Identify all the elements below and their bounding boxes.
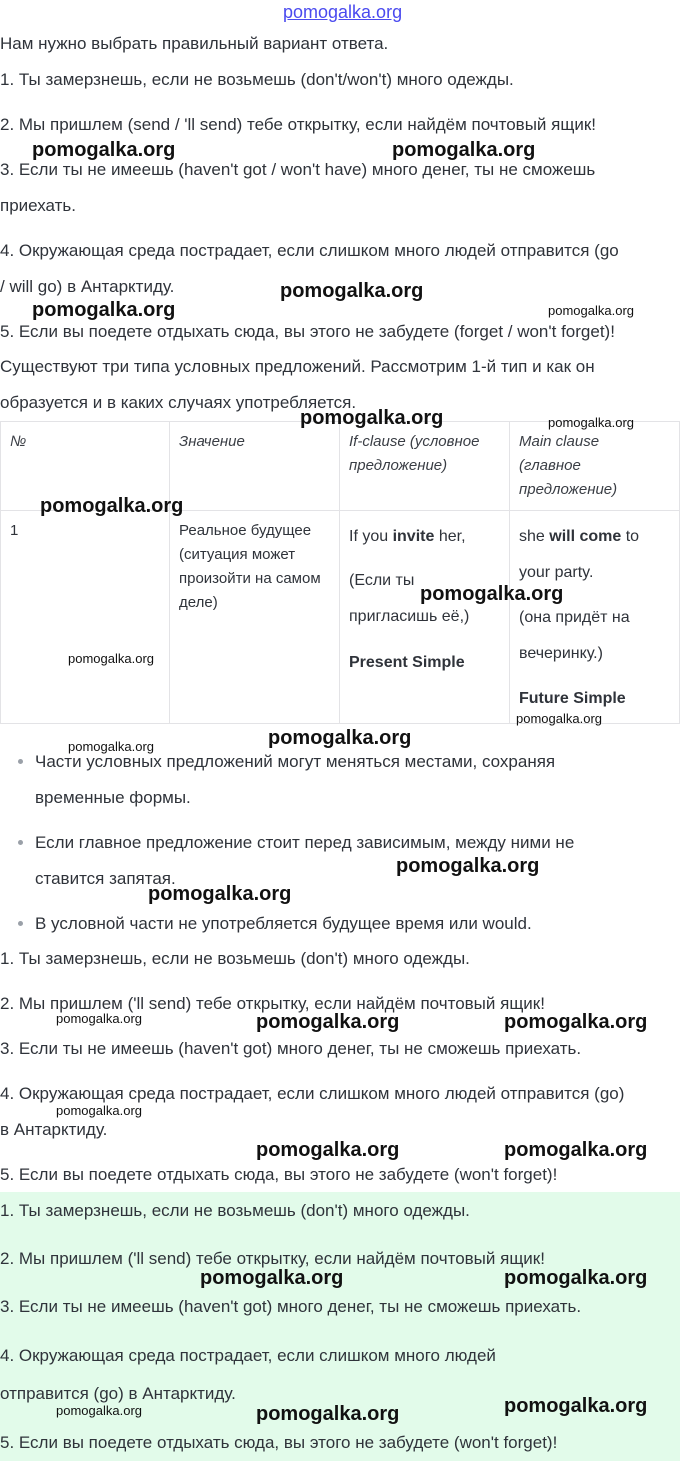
watermark: pomogalka.org (256, 1139, 400, 1161)
final-answer-line-3: 3. Если ты не имеешь (haven't got) много денег, ты не сможешь приехать. (0, 1297, 582, 1316)
watermark: pomogalka.org (548, 303, 634, 318)
watermark: pomogalka.org (280, 280, 424, 302)
bullet-dot (18, 840, 23, 845)
bullet-2-line-1: Если главное предложение стоит перед зависимым, между ними не (35, 833, 575, 852)
bullet-dot (18, 759, 23, 764)
exercise-line-4b: / will go) в Антарктиду. (0, 277, 175, 296)
exercise-line-3b: приехать. (0, 196, 76, 215)
watermark: pomogalka.org (56, 1103, 142, 1118)
bullet-3-line-1: В условной части не употребляется будущее время или would. (35, 914, 532, 933)
watermark: pomogalka.org (504, 1395, 648, 1417)
watermark: pomogalka.org (396, 855, 540, 877)
main-clause-translation-1: (она придёт на (519, 609, 630, 626)
site-link[interactable]: pomogalka.org (283, 2, 403, 22)
if-clause-example: If you invite her, (349, 528, 466, 545)
if-clause-translation-2: пригласишь её,) (349, 608, 470, 625)
conditional-table (0, 421, 680, 724)
watermark: pomogalka.org (504, 1011, 648, 1033)
header-if-clause: If-clause (условное предложение) (349, 433, 480, 474)
main-clause-example: she will come to (519, 528, 640, 545)
watermark: pomogalka.org (504, 1139, 648, 1161)
watermark: pomogalka.org (56, 1403, 142, 1418)
watermark: pomogalka.org (256, 1403, 400, 1425)
watermark: pomogalka.org (68, 739, 154, 754)
main-clause-translation-2: вечеринку.) (519, 645, 603, 662)
exercise-line-4: 4. Окружающая среда пострадает, если слишком много людей отправится (go (0, 241, 619, 260)
final-answer-line-5: 5. Если вы поедете отдыхать сюда, вы этого не забудете (won't forget)! (0, 1433, 558, 1452)
final-answer-line-1: 1. Ты замерзнешь, если не возьмешь (don't) много одежды. (0, 1201, 470, 1220)
answer-line-2: 2. Мы пришлем ('ll send) тебе открытку, если найдём почтовый ящик! (0, 994, 545, 1013)
theory-line-2: образуется и в каких случаях употребляется. (0, 393, 357, 412)
watermark: pomogalka.org (32, 139, 176, 161)
exercise-line-1: 1. Ты замерзнешь, если не возьмешь (don't/won't) много одежды. (0, 70, 514, 89)
header-number: № (10, 433, 27, 450)
header-main-clause: Main clause (главное предложение) (519, 433, 618, 498)
watermark: pomogalka.org (268, 727, 412, 749)
answer-line-3: 3. Если ты не имеешь (haven't got) много денег, ты не сможешь приехать. (0, 1039, 582, 1058)
final-answer-line-4b: отправится (go) в Антарктиду. (0, 1384, 236, 1403)
exercise-line-3: 3. Если ты не имеешь (haven't got / won't have) много денег, ты не сможешь (0, 160, 596, 179)
header-meaning: Значение (179, 433, 245, 450)
if-clause-tense: Present Simple (349, 654, 465, 671)
bullet-1-line-2: временные формы. (35, 788, 191, 807)
watermark: pomogalka.org (56, 1011, 142, 1026)
row-meaning: Реальное будущее (ситуация может произойти на самом деле) (179, 522, 321, 611)
watermark: pomogalka.org (420, 583, 564, 605)
bullet-1-line-1: Части условных предложений могут меняться местами, сохраняя (35, 752, 556, 771)
main-clause-example-2: your party. (519, 564, 594, 581)
watermark: pomogalka.org (504, 1267, 648, 1289)
watermark: pomogalka.org (40, 495, 184, 517)
watermark: pomogalka.org (392, 139, 536, 161)
watermark: pomogalka.org (32, 299, 176, 321)
watermark: pomogalka.org (548, 415, 634, 430)
answer-line-1: 1. Ты замерзнешь, если не возьмешь (don't) много одежды. (0, 949, 470, 968)
intro-text: Нам нужно выбрать правильный вариант ответа. (0, 34, 389, 53)
watermark: pomogalka.org (200, 1267, 344, 1289)
final-answer-line-2: 2. Мы пришлем ('ll send) тебе открытку, если найдём почтовый ящик! (0, 1249, 545, 1268)
answer-line-5: 5. Если вы поедете отдыхать сюда, вы этого не забудете (won't forget)! (0, 1165, 558, 1184)
exercise-line-2: 2. Мы пришлем (send / 'll send) тебе открытку, если найдём почтовый ящик! (0, 115, 596, 134)
if-clause-translation-1: (Если ты (349, 572, 415, 589)
watermark: pomogalka.org (300, 407, 444, 429)
bullet-dot (18, 921, 23, 926)
main-clause-tense: Future Simple (519, 690, 626, 707)
final-answer-line-4: 4. Окружающая среда пострадает, если слишком много людей (0, 1346, 496, 1365)
watermark: pomogalka.org (148, 883, 292, 905)
theory-line-1: Существуют три типа условных предложений. Рассмотрим 1-й тип и как он (0, 357, 595, 376)
watermark: pomogalka.org (256, 1011, 400, 1033)
answer-line-4b: в Антарктиду. (0, 1120, 108, 1139)
row-number: 1 (10, 522, 19, 539)
watermark: pomogalka.org (68, 651, 154, 666)
watermark: pomogalka.org (516, 711, 602, 726)
exercise-line-5: 5. Если вы поедете отдыхать сюда, вы этого не забудете (forget / won't forget)! (0, 322, 615, 341)
bullet-2-line-2: ставится запятая. (35, 869, 176, 888)
answer-line-4: 4. Окружающая среда пострадает, если слишком много людей отправится (go) (0, 1084, 625, 1103)
